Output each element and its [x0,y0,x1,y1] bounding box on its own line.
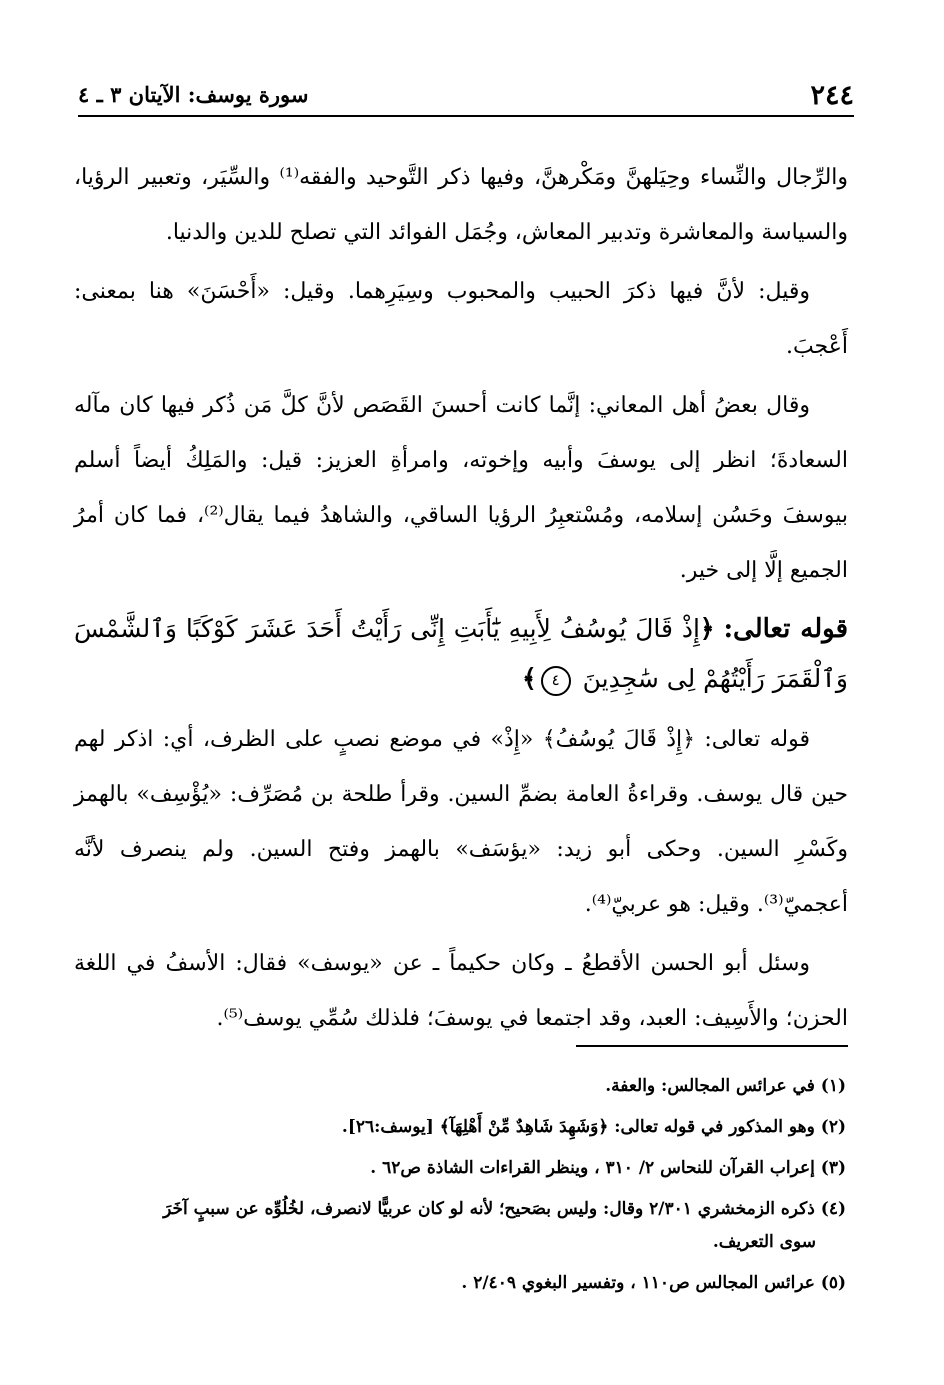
footnote-1: (١) في عرائس المجالس: والعفة. [605,1076,846,1096]
header-rule [78,115,854,117]
verse-intro: قوله تعالى: [723,614,849,644]
quran-verse [74,604,848,704]
ayah-number-icon: ٤ [541,666,571,696]
footnotes [74,1070,846,1308]
footnote-3: (٣) إعراب القرآن للنحاس ٢/ ٣١٠ ، وينظر القراءات الشاذة ص٦٢ . [370,1158,846,1178]
page-number: ٢٤٤ [810,80,854,111]
paragraph-5: وسئل أبو الحسن الأقطعُ ـ وكان حكيماً ـ عن «يوسف» فقال: الأسفُ في اللغة الحزن؛ والأَسِيف: العبد، وقد اجتمعا في يوسفَ؛ فلذلك سُمِّي يوسف⁽⁵⁾. [74,951,848,1031]
verse-text: إِذْ قَالَ يُوسُفُ لِأَبِيهِ يَٰٓأَبَتِ إِنِّى رَأَيْتُ أَحَدَ عَشَرَ كَوْكَبًا وَٱلشَّمْسَ وَٱلْقَمَرَ رَأَيْتُهُمْ لِى سَٰجِدِينَ [74,614,848,693]
paragraph-2: وقيل: لأنَّ فيها ذكرَ الحبيب والمحبوب وسِيَرِهما. وقيل: «أَحْسَنَ» هنا بمعنى: أَعْجبَ. [74,279,848,359]
main-text [74,150,848,1050]
footnote-5: (٥) عرائس المجالس ص١١٠ ، وتفسير البغوي ٢/٤٠٩ . [461,1273,846,1293]
footnote-4: (٤) ذكره الزمخشري ٢/٣٠١ وقال: وليس بصَحيح؛ لأنه لو كان عربيًّا لانصرف، لخُلُوِّه عن سببٍ آخَرَ [163,1199,846,1219]
paragraph-4: قوله تعالى: ﴿إِذْ قَالَ يُوسُفُ﴾ «إِذْ» في موضع نصبٍ على الظرف، أي: اذكر لهم حين قال يوسف. وقراءةُ العامة بضمِّ السين. وقرأ طلحة بن مُصَرِّف: «يُؤْسِف» بالهمز وكَسْرِ السين. وحكى أبو زيد: «يؤسَف» بالهمز وفتح السين. ولم ينصرف لأنَّه أعجميّ⁽³⁾. وقيل: هو عربيّ⁽⁴⁾. [74,727,848,917]
footnote-2: (٢) وهو المذكور في قوله تعالى: ﴿وَشَهِدَ شَاهِدٌ مِّنْ أَهْلِهَآ﴾ [يوسف:٢٦]. [341,1117,846,1137]
footnote-rule [576,1045,848,1047]
verse-close-bracket: ﴾ [521,664,537,693]
running-title: سورة يوسف: الآيتان ٣ ـ ٤ [78,82,309,107]
page-header [78,78,854,118]
paragraph-1: والرِّجال والنِّساء وحِيَلهنَّ ومَكْرهنَّ، وفيها ذكر التَّوحيد والفقه⁽¹⁾ والسِّيَر، وتعبير الرؤيا، والسياسة والمعاشرة وتدبير المعاش، وجُمَل الفوائد التي تصلح للدين والدنيا. [74,165,849,245]
paragraph-3: وقال بعضُ أهل المعاني: إنَّما كانت أحسنَ القَصَص لأنَّ كلَّ مَن ذُكر فيها كان مآله السعادةَ؛ انظر إلى يوسفَ وأبيه وإخوته، وامرأةِ العزيز: قيل: والمَلِكُ أيضاً أسلم بيوسفَ وحَسُن إسلامه، ومُسْتعبِرُ الرؤيا الساقي، والشاهدُ فيما يقال⁽²⁾، فما كان أمرُ الجميع إلَّا إلى خير. [74,393,848,583]
footnote-4-continuation: سوى التعريف. [712,1232,816,1252]
verse-open-bracket: ﴿ [699,614,715,643]
